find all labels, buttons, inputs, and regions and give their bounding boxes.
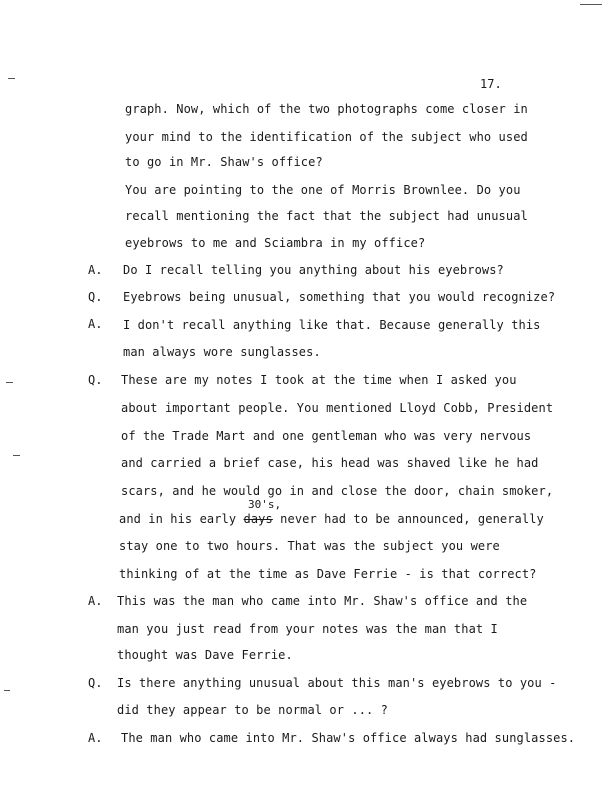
line-suffix: never had to be announced, generally — [280, 512, 544, 526]
scan-mark — [580, 4, 602, 5]
transcript-line: graph. Now, which of the two photographs come closer in — [125, 102, 528, 116]
transcript-line: your mind to the identification of the subject who used — [125, 130, 528, 144]
transcript-line: recall mentioning the fact that the subject had unusual — [125, 209, 528, 223]
transcript-line: The man who came into Mr. Shaw's office always had sunglasses. — [121, 731, 576, 745]
speaker-label: Q. — [88, 373, 103, 387]
speaker-label: A. — [88, 263, 103, 277]
page-number: 17. — [480, 77, 502, 91]
transcript-line: Eyebrows being unusual, something that you would recognize? — [123, 290, 556, 304]
transcript-line: did they appear to be normal or ... ? — [117, 703, 389, 717]
handwritten-interlineation: 30's, — [248, 498, 282, 511]
transcript-line: scars, and he would go in and close the door, chain smoker, — [121, 484, 554, 498]
transcript-line: of the Trade Mart and one gentleman who was very nervous — [121, 429, 532, 443]
scan-mark — [6, 382, 13, 383]
transcript-line: You are pointing to the one of Morris Brownlee. Do you — [125, 183, 521, 197]
transcript-line: These are my notes I took at the time when I asked you — [121, 373, 517, 387]
transcript-line: I don't recall anything like that. Because generally this — [123, 318, 541, 332]
transcript-line: Is there anything unusual about this man's eyebrows to you - — [117, 676, 557, 690]
transcript-line: man always wore sunglasses. — [123, 345, 321, 359]
transcript-line: stay one to two hours. That was the subject you were — [119, 539, 500, 553]
transcript-line — [119, 512, 544, 526]
speaker-label: A. — [88, 594, 103, 608]
struck-word: days — [243, 512, 273, 526]
transcript-line: about important people. You mentioned Lloyd Cobb, President — [121, 401, 554, 415]
scan-mark — [4, 690, 10, 691]
speaker-label: A. — [88, 317, 103, 331]
transcript-line: This was the man who came into Mr. Shaw's office and the — [117, 594, 528, 608]
speaker-label: Q. — [88, 676, 103, 690]
scan-mark — [8, 78, 15, 79]
line-prefix: and in his early — [119, 512, 237, 526]
transcript-line: man you just read from your notes was the man that I — [117, 622, 498, 636]
transcript-line: thinking of at the time as Dave Ferrie - is that correct? — [119, 567, 537, 581]
transcript-line: Do I recall telling you anything about his eyebrows? — [123, 263, 504, 277]
transcript-line: to go in Mr. Shaw's office? — [125, 155, 323, 169]
speaker-label: Q. — [88, 290, 103, 304]
speaker-label: A. — [88, 731, 103, 745]
transcript-line: thought was Dave Ferrie. — [117, 648, 293, 662]
transcript-line: and carried a brief case, his head was shaved like he had — [121, 456, 539, 470]
scan-mark — [13, 455, 20, 456]
transcript-line: eyebrows to me and Sciambra in my office? — [125, 236, 426, 250]
